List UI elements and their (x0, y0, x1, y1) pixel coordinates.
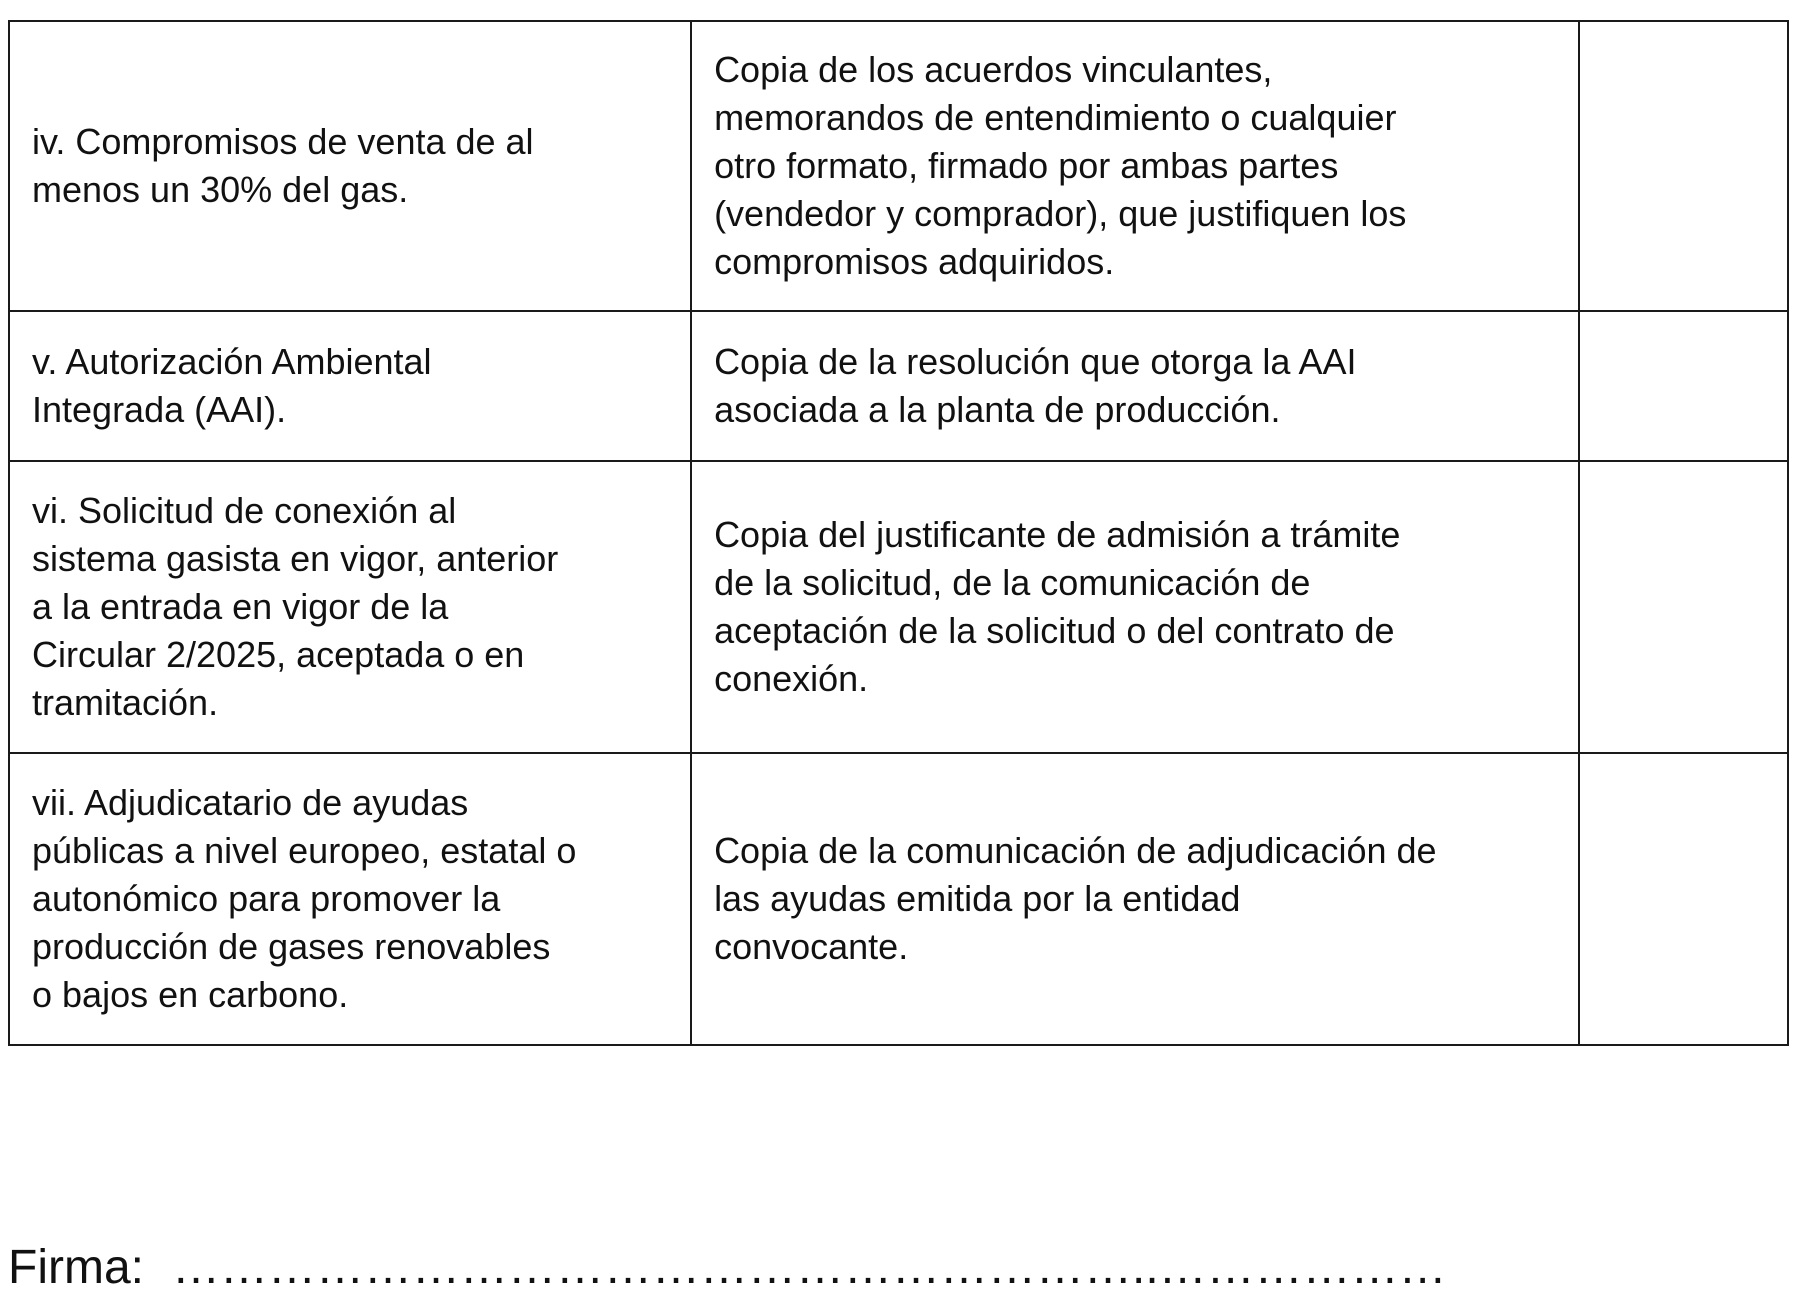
documentation-line: compromisos adquiridos. (714, 241, 1115, 282)
documentation-line: Copia de los acuerdos vinculantes, (714, 49, 1273, 90)
signature-line (8, 1238, 1447, 1298)
documentation-line: las ayudas emitida por la entidad (714, 878, 1241, 919)
requirement-cell (9, 753, 691, 1045)
table-row (9, 311, 1788, 461)
signature-label: Firma: (8, 1241, 144, 1294)
documentation-cell (691, 461, 1579, 753)
signature-field[interactable]: ……………………………………………………..……………… (171, 1241, 1447, 1294)
documentation-line: otro formato, firmado por ambas partes (714, 145, 1339, 186)
documentation-cell (691, 753, 1579, 1045)
table-row (9, 461, 1788, 753)
requirement-line: Circular 2/2025, aceptada o en (32, 634, 525, 675)
check-cell[interactable] (1579, 21, 1788, 311)
requirement-cell (9, 311, 691, 461)
requirement-line: públicas a nivel europeo, estatal o (32, 830, 577, 871)
check-cell[interactable] (1579, 311, 1788, 461)
documentation-line: conexión. (714, 658, 869, 699)
documentation-line: (vendedor y comprador), que justifiquen los (714, 193, 1407, 234)
documentation-line: memorandos de entendimiento o cualquier (714, 97, 1397, 138)
table-row (9, 753, 1788, 1045)
check-cell[interactable] (1579, 461, 1788, 753)
requirement-line: o bajos en carbono. (32, 974, 349, 1015)
requirement-line: producción de gases renovables (32, 926, 551, 967)
requirement-line: vii. Adjudicatario de ayudas (32, 782, 469, 823)
requirement-line: a la entrada en vigor de la (32, 586, 449, 627)
requirement-line: autonómico para promover la (32, 878, 501, 919)
documentation-line: convocante. (714, 926, 909, 967)
documentation-line: Copia del justificante de admisión a trámite (714, 514, 1401, 555)
requirement-line: menos un 30% del gas. (32, 169, 409, 210)
table-row (9, 21, 1788, 311)
requirements-table (8, 20, 1789, 1046)
documentation-line: aceptación de la solicitud o del contrato de (714, 610, 1395, 651)
requirement-line: vi. Solicitud de conexión al (32, 490, 457, 531)
requirement-line: iv. Compromisos de venta de al (32, 121, 534, 162)
requirement-cell (9, 21, 691, 311)
documentation-line: Copia de la resolución que otorga la AAI (714, 341, 1357, 382)
check-cell[interactable] (1579, 753, 1788, 1045)
documentation-line: asociada a la planta de producción. (714, 389, 1281, 430)
documentation-line: de la solicitud, de la comunicación de (714, 562, 1311, 603)
documentation-cell (691, 21, 1579, 311)
requirement-line: tramitación. (32, 682, 219, 723)
documentation-line: Copia de la comunicación de adjudicación de (714, 830, 1437, 871)
requirement-line: sistema gasista en vigor, anterior (32, 538, 559, 579)
requirement-line: Integrada (AAI). (32, 389, 287, 430)
requirement-line: v. Autorización Ambiental (32, 341, 432, 382)
requirement-cell (9, 461, 691, 753)
documentation-cell (691, 311, 1579, 461)
